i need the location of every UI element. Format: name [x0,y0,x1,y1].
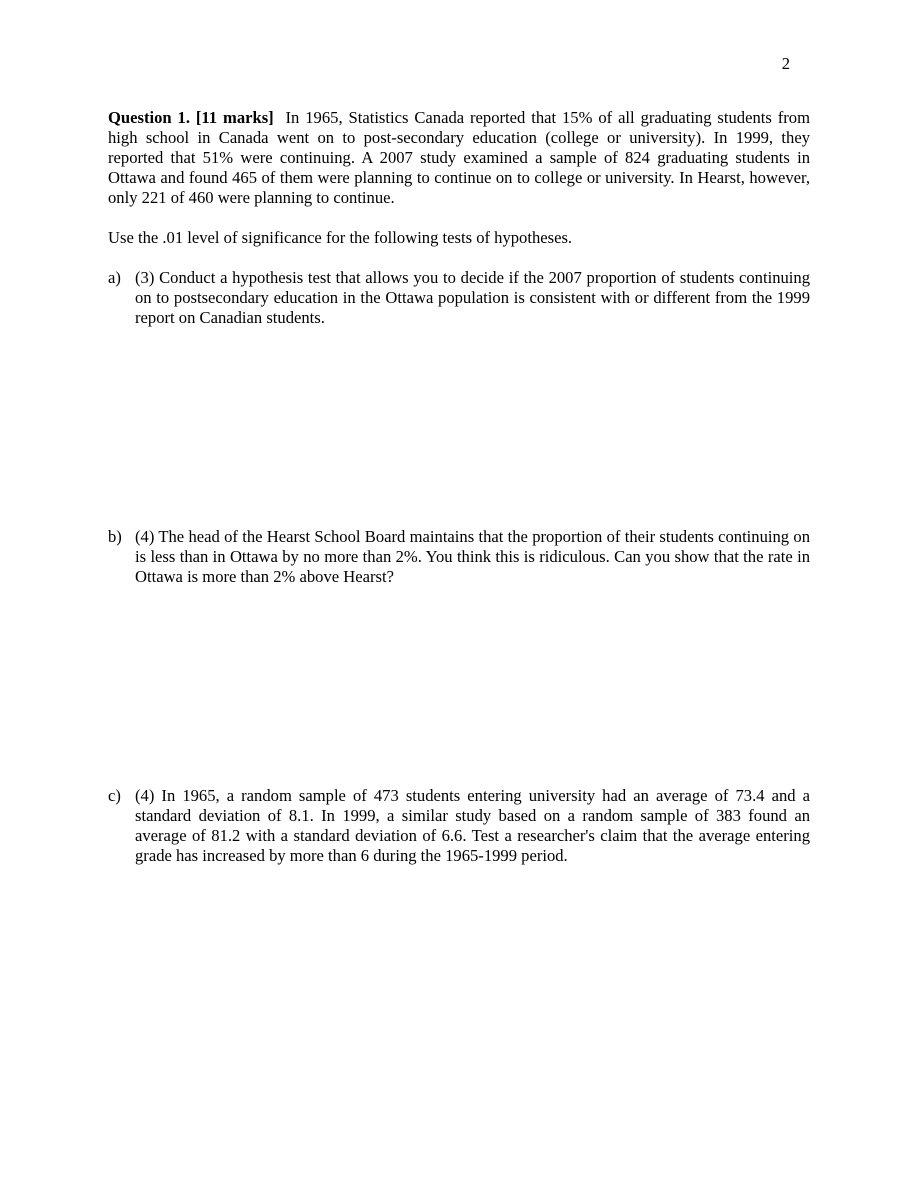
part-c-letter: c) [108,786,121,805]
part-a-letter: a) [108,268,121,287]
page-number: 2 [781,54,790,73]
significance-note: Use the .01 level of significance for the following tests of hypotheses. [108,228,573,247]
part-b-letter: b) [108,527,122,546]
part-a-text: (3) Conduct a hypothesis test that allows you to decide if the 2007 proportion of students continuing on to postsecondary education in the Ottawa population is consistent with or different from the 1999 report on Canadian students. [135,268,810,327]
question-label: Question 1. [11 marks] [108,108,274,127]
part-c-text: (4) In 1965, a random sample of 473 students entering university had an average of 73.4 and a standard deviation of 8.1. In 1999, a similar study based on a random sample of 383 found an average of 81.2 with a standard deviation of 6.6. Test a researcher's claim that the average entering grade has increased by more than 6 during the 1965-1999 period. [135,786,810,865]
part-b [108,527,810,587]
question-intro-text: In 1965, Statistics Canada reported that 15% of all graduating students from high school in Canada went on to post-secondary education (college or university). In 1999, they reported that 51% were continuing. A 2007 study examined a sample of 824 graduating students in Ottawa and found 465 of them were planning to continue on to college or university. In Hearst, however, only 221 of 460 were planning to continue. [108,108,810,207]
question-intro [108,108,810,208]
part-a [108,268,810,328]
part-c [108,786,810,866]
part-b-text: (4) The head of the Hearst School Board maintains that the proportion of their students continuing on is less than in Ottawa by no more than 2%. You think this is ridiculous. Can you show that the rate in Ottawa is more than 2% above Hearst? [135,527,810,586]
